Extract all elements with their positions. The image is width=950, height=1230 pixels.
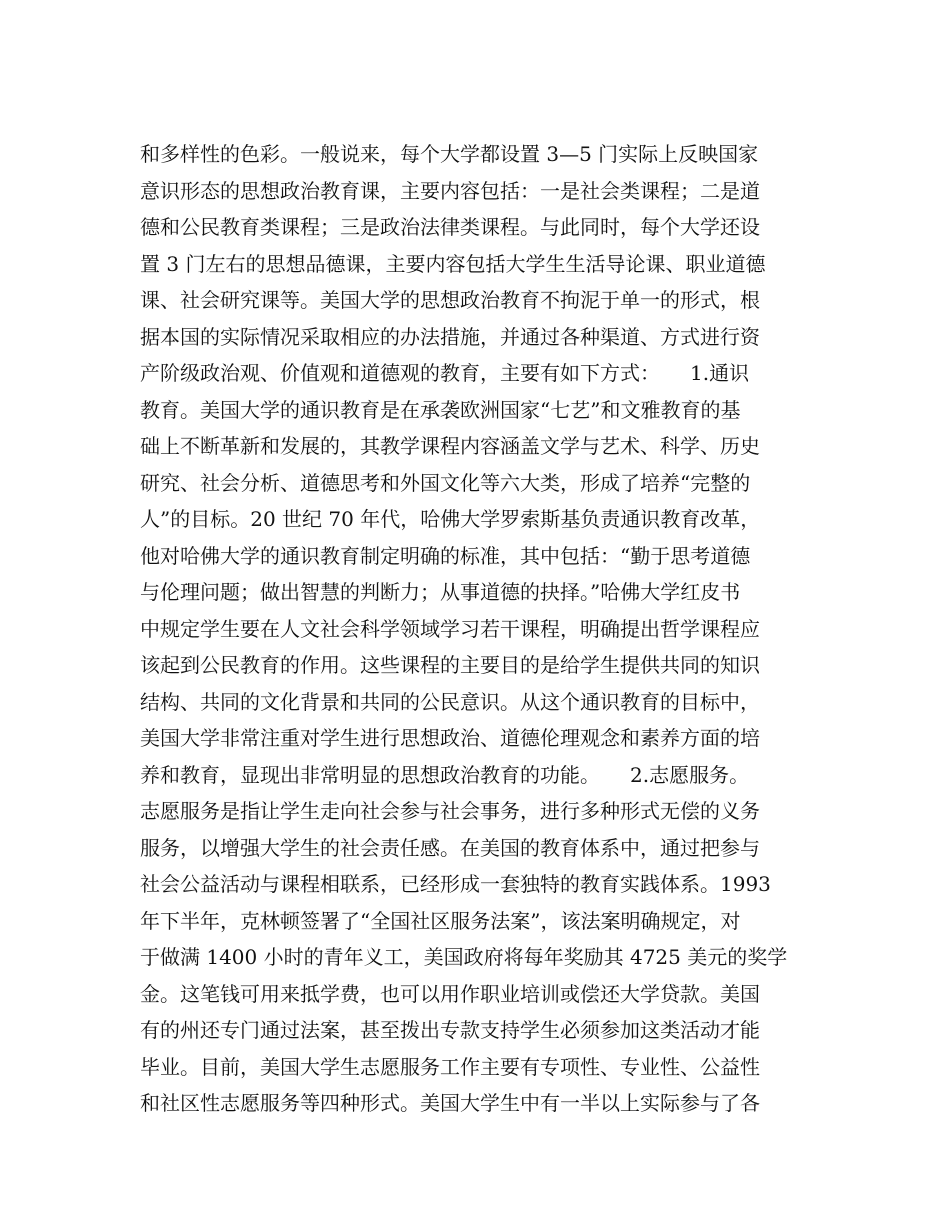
text-line: 课、社会研究课等。美国大学的思想政治教育不拘泥于单一的形式，根	[140, 288, 760, 312]
text-line: 教育。美国大学的通识教育是在承袭欧洲国家“七艺”和文雅教育的基	[140, 397, 741, 422]
text-line: 金。这笔钱可用来抵学费，也可以用作职业培训或偿还大学贷款。美国	[140, 981, 760, 1006]
text-line: 服务，以增强大学生的社会责任感。在美国的教育体系中，通过把参与	[140, 835, 760, 860]
text-line: 人”的目标。20 世纪 70 年代，哈佛大学罗索斯基负责通识教育改革，	[140, 507, 761, 531]
body-text	[140, 136, 820, 1122]
text-line: 结构、共同的文化背景和共同的公民意识。从这个通识教育的目标中，	[140, 689, 760, 714]
text-line: 美国大学非常注重对学生进行思想政治、道德伦理观念和素养方面的培	[140, 726, 760, 750]
text-line: 与伦理问题；做出智慧的判断力；从事道德的抉择。”哈佛大学红皮书	[140, 580, 741, 604]
text-line: 有的州还专门通过法案，甚至拨出专款支持学生必须参加这类活动才能	[140, 1018, 760, 1042]
text-line: 础上不断革新和发展的，其教学课程内容涵盖文学与艺术、科学、历史	[140, 434, 760, 458]
text-line: 德和公民教育类课程；三是政治法律类课程。与此同时，每个大学还设	[140, 215, 760, 239]
text-line: 社会公益活动与课程相联系，已经形成一套独特的教育实践体系。1993	[140, 872, 771, 896]
text-line: 置 3 门左右的思想品德课，主要内容包括大学生生活导论课、职业道德	[140, 251, 766, 276]
text-line: 研究、社会分析、道德思考和外国文化等六大类，形成了培养“完整的	[140, 470, 751, 495]
text-line: 于做满 1400 小时的青年义工，美国政府将每年奖励其 4725 美元的奖学	[140, 945, 788, 969]
text-line: 毕业。目前，美国大学生志愿服务工作主要有专项性、专业性、公益性	[140, 1054, 760, 1079]
text-line: 年下半年，克林顿签署了“全国社区服务法案”，该法案明确规定，对	[140, 908, 741, 933]
text-line: 和多样性的色彩。一般说来，每个大学都设置 3—5 门实际上反映国家	[140, 142, 759, 166]
text-line: 产阶级政治观、价值观和道德观的教育，主要有如下方式： 1.通识	[140, 361, 750, 385]
text-line: 他对哈佛大学的通识教育制定明确的标准，其中包括：“勤于思考道德	[140, 543, 751, 568]
text-line: 养和教育，显现出非常明显的思想政治教育的功能。 2.志愿服务。	[140, 762, 750, 787]
text-line: 中规定学生要在人文社会科学领域学习若干课程，明确提出哲学课程应	[140, 616, 760, 641]
text-line: 该起到公民教育的作用。这些课程的主要目的是给学生提供共同的知识	[140, 653, 760, 677]
text-line: 意识形态的思想政治教育课，主要内容包括：一是社会类课程；二是道	[140, 178, 760, 203]
text-line: 据本国的实际情况采取相应的办法措施，并通过各种渠道、方式进行资	[140, 324, 760, 349]
text-line: 志愿服务是指让学生走向社会参与社会事务，进行多种形式无偿的义务	[140, 799, 760, 823]
text-line: 和社区性志愿服务等四种形式。美国大学生中有一半以上实际参与了各	[140, 1091, 760, 1115]
